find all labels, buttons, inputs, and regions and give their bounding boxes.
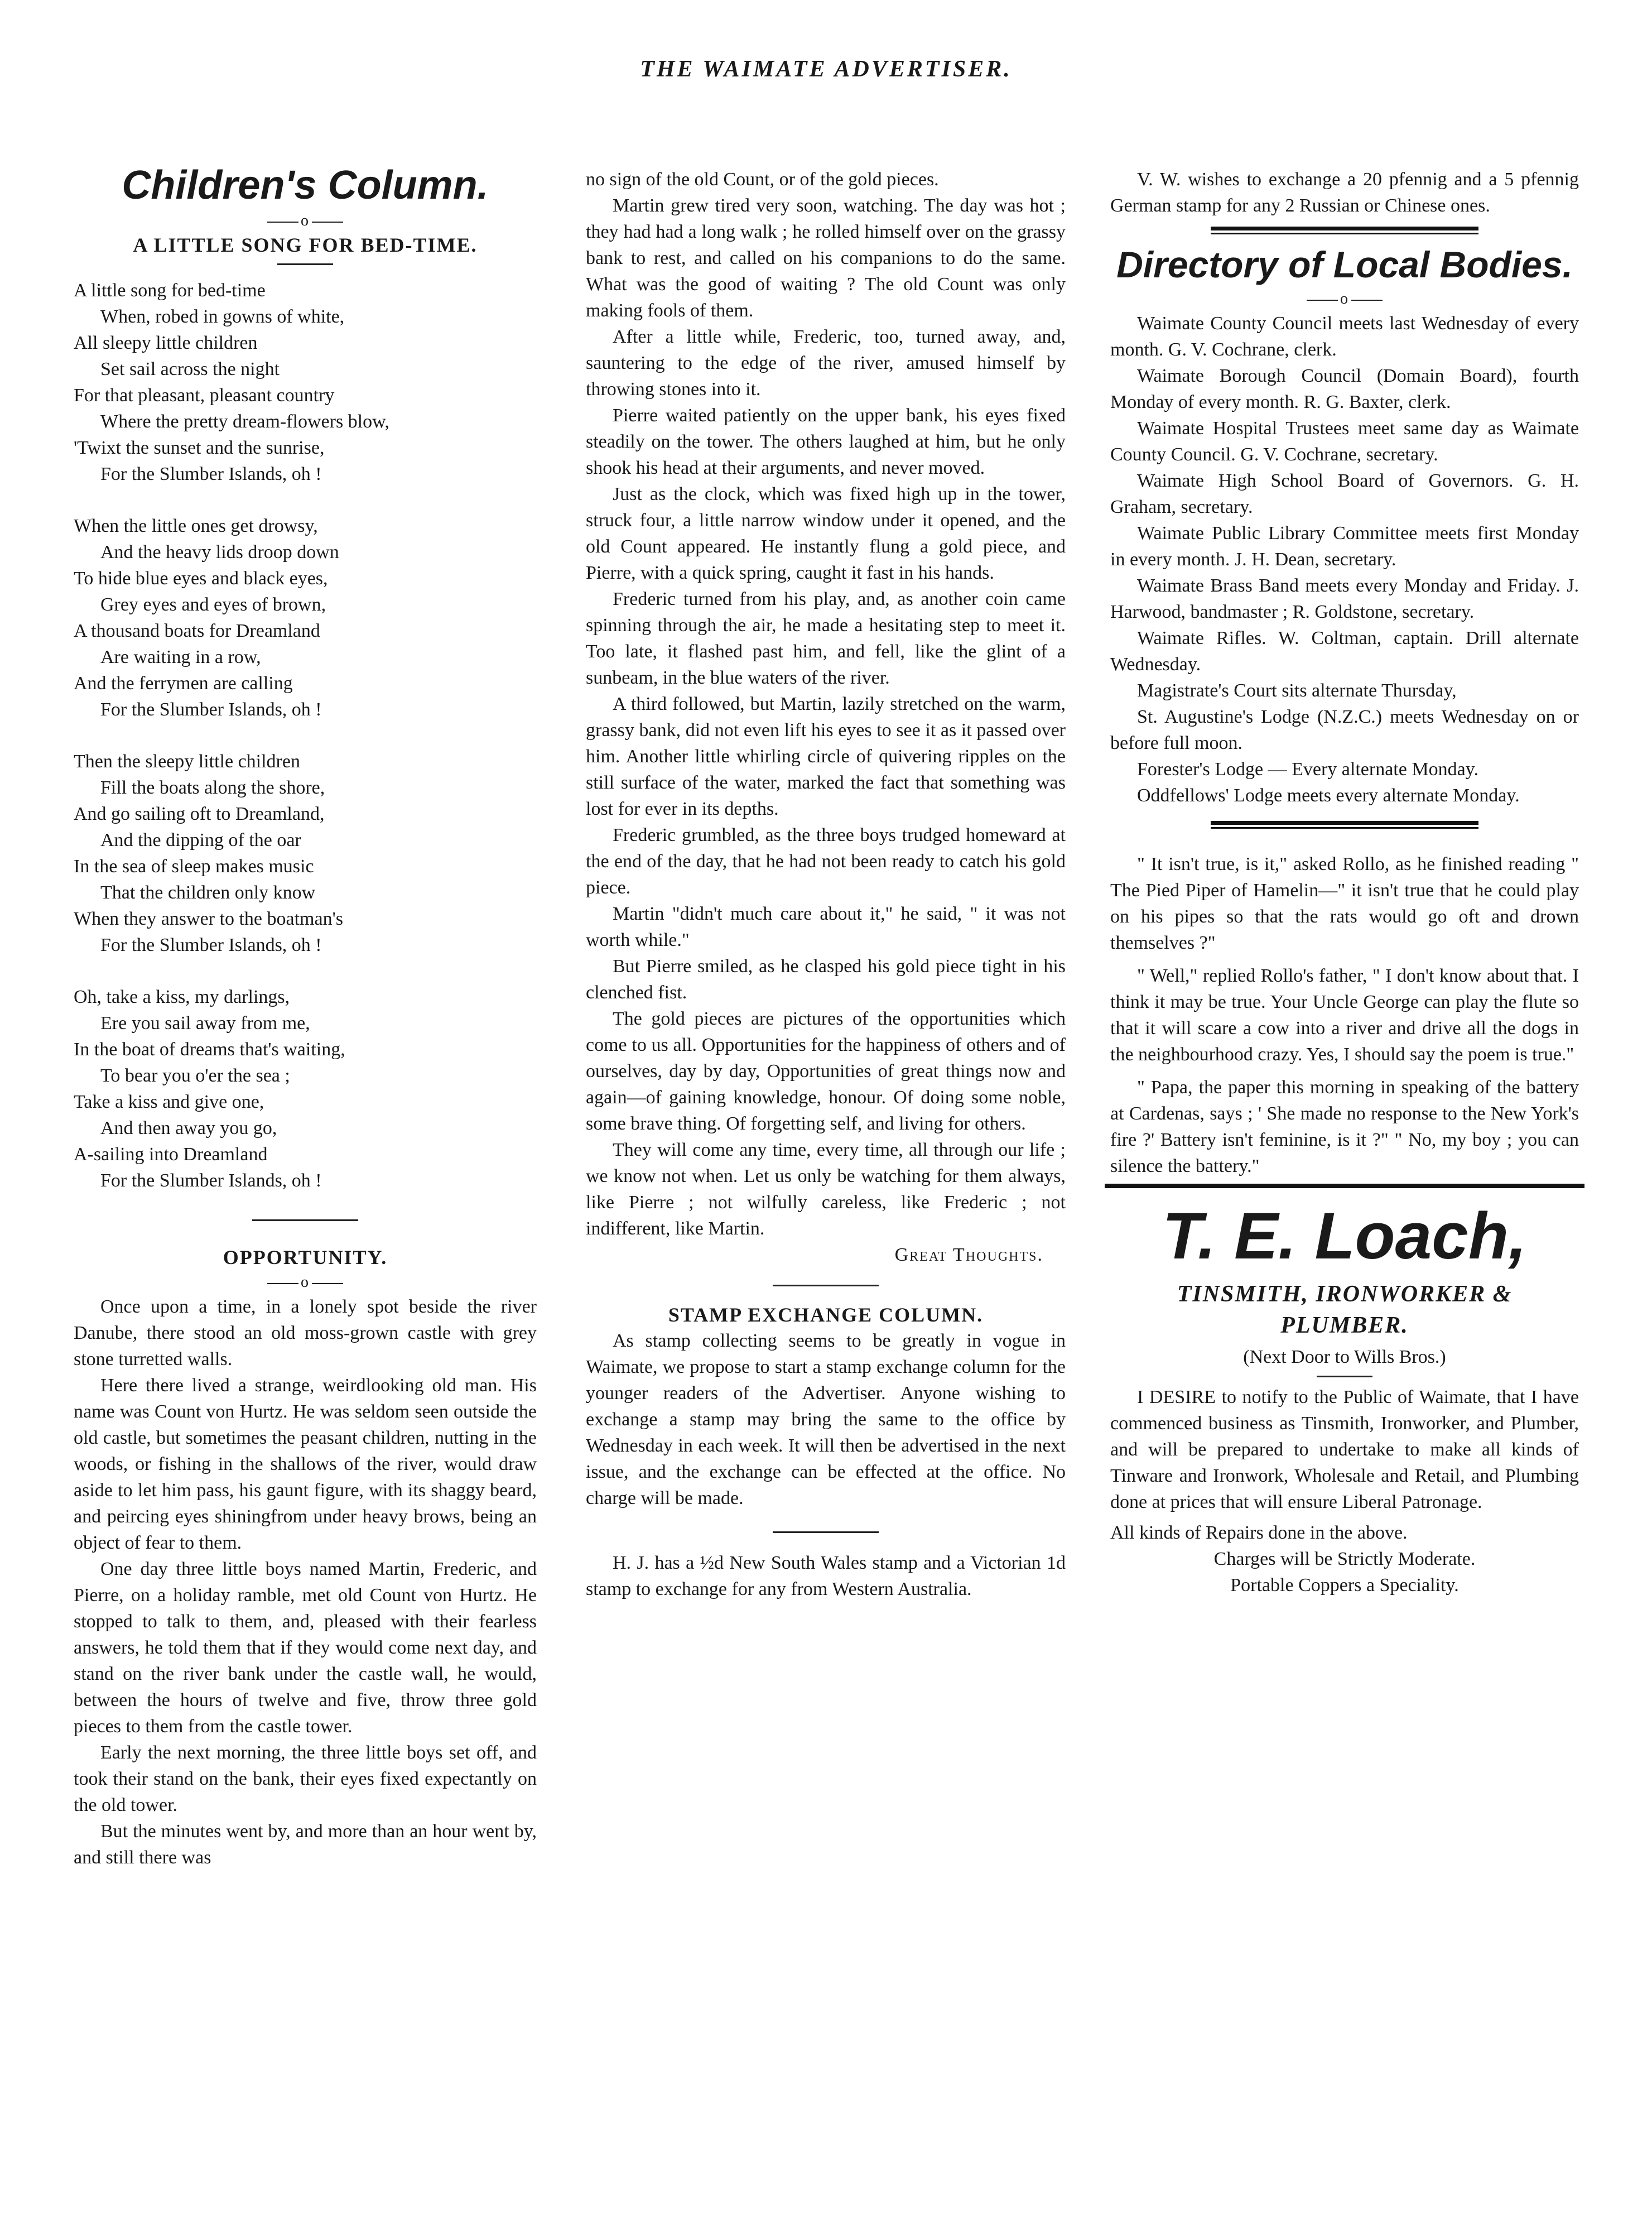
paragraph: " It isn't true, is it," asked Rollo, as he finished reading " The Pied Piper of Hamelin—" it isn't true that he could play on his pipes so that the rats would go oft and drown themselves ?"	[1110, 854, 1579, 953]
poem-line: A-sailing into Dreamland	[74, 1144, 268, 1165]
poem-line: Grey eyes and eyes of brown,	[100, 594, 326, 615]
ornament-rule: o	[74, 212, 537, 230]
paragraph: Just as the clock, which was fixed high up in the tower, struck four, a little narrow window under it opened, and the old Count appeared. He instantly flung a gold piece, and Pierre, with a quick spring, caught it fast in his hands.	[586, 484, 1066, 583]
divider	[773, 1285, 879, 1286]
paragraph: The gold pieces are pictures of the opportunities which come to us all. Opportunities for the happiness of others and of ourselves, day by day, Opportunities of great things now and again—of gaining knowledge, honour. Of doing some noble, some brave thing. Of forgetting self, and living for others.	[586, 1008, 1066, 1134]
paragraph: " Papa, the paper this morning in speaking of the battery at Cardenas, says ; ' She made no response to the New York's fire ?' Battery isn't feminine, is it ?" " No, my boy ; you can silence the battery."	[1110, 1077, 1579, 1176]
divider	[277, 263, 333, 265]
directory-entry: Waimate Hospital Trustees meet same day as Waimate County Council. G. V. Cochrane, secretary.	[1110, 418, 1579, 465]
directory-entry: Magistrate's Court sits alternate Thursday,	[1137, 680, 1457, 701]
advertiser-name: T. E. Loach,	[1162, 1199, 1527, 1273]
ornament-rule: o	[1110, 290, 1579, 308]
poem-line: A thousand boats for Dreamland	[74, 621, 320, 641]
directory-entry: Waimate County Council meets last Wednesday of every month. G. V. Cochrane, clerk.	[1110, 313, 1579, 360]
poem-line: And the dipping of the oar	[100, 830, 301, 851]
directory-entry: Waimate Brass Band meets every Monday and Friday. J. Harwood, bandmaster ; R. Goldstone, secretary.	[1110, 575, 1579, 622]
stamp-exchange-intro	[586, 1328, 1066, 1511]
stamp-notice: H. J. has a ½d New South Wales stamp and a Victorian 1d stamp to exchange for any from Western Australia.	[586, 1553, 1066, 1599]
opportunity-story-continued	[586, 166, 1066, 1242]
song-title: A LITTLE SONG FOR BED-TIME.	[133, 234, 478, 256]
thick-divider	[1105, 1184, 1584, 1188]
poem-line: 'Twixt the sunset and the sunrise,	[74, 438, 325, 458]
anecdote	[1110, 851, 1579, 1179]
paragraph: Martin grew tired very soon, watching. The day was hot ; they had had a long walk ; he rolled himself over on the grassy bank to rest, and called on his companions to do the same. What was the good of waiting ? The old Count was only making fools of them.	[586, 195, 1066, 321]
stamp-notice: V. W. wishes to exchange a 20 pfennig and a 5 pfennig German stamp for any 2 Russian or Chinese ones.	[1110, 169, 1579, 216]
paragraph: They will come any time, every time, all through our life ; we know not when. Let us only be watching for them always, like Pierre ; not wilfully careless, like Frederic ; not indifferent, like Martin.	[586, 1140, 1066, 1239]
ad-body: I DESIRE to notify to the Public of Waimate, that I have commenced business as Tinsmith, Ironworker, and Plumber, and will be prepared to undertake to make all kinds of Tinware and Ironwork, Wholesale and Retail, and Plumbing done at prices that will ensure Liberal Patronage.	[1110, 1387, 1579, 1512]
poem-line: Set sail across the night	[100, 359, 280, 379]
paragraph: But the minutes went by, and more than an hour went by, and still there was	[74, 1821, 537, 1868]
paragraph: " Well," replied Rollo's father, " I don't know about that. I think it may be true. Your Uncle George can play the flute so that it will scare a cow into a river and drive all the dogs in the neighbourhood crazy. Yes, I should say the poem is true."	[1110, 965, 1579, 1065]
poem-stanza	[74, 984, 537, 1194]
directory-entry: Waimate Rifles. W. Coltman, captain. Drill alternate Wednesday.	[1110, 628, 1579, 675]
poem-line: Fill the boats along the shore,	[100, 777, 325, 798]
poem-line: Where the pretty dream-flowers blow,	[100, 411, 389, 432]
poem-line: That the children only know	[100, 882, 316, 903]
poem-line: For that pleasant, pleasant country	[74, 385, 335, 406]
poem-line: Ere you sail away from me,	[100, 1013, 310, 1034]
ad-repairs: All kinds of Repairs done in the above.	[1110, 1522, 1408, 1543]
double-divider	[1211, 821, 1478, 829]
paragraph: But Pierre smiled, as he clasped his gold piece tight in his clenched fist.	[586, 956, 1066, 1003]
opportunity-story	[74, 1294, 537, 1871]
poem-line: To bear you o'er the sea ;	[100, 1065, 290, 1086]
ad-coppers: Portable Coppers a Speciality.	[1230, 1575, 1459, 1596]
poem-line: Are waiting in a row,	[100, 647, 261, 667]
childrens-column-title: Children's Column.	[122, 163, 489, 208]
ad-charges: Charges will be Strictly Moderate.	[1213, 1549, 1476, 1569]
directory-entry: Waimate Borough Council (Domain Board), fourth Monday of every month. R. G. Baxter, clerk.	[1110, 366, 1579, 412]
paragraph: Pierre waited patiently on the upper bank, his eyes fixed steadily on the tower. The others laughed at him, but he only shook his head at their arguments, and never moved.	[586, 405, 1066, 478]
directory-list	[1110, 310, 1579, 809]
directory-entry: Oddfellows' Lodge meets every alternate Monday.	[1137, 785, 1520, 806]
divider	[252, 1219, 358, 1221]
poem	[74, 277, 537, 1194]
column-2	[586, 166, 1066, 1602]
poem-line: For the Slumber Islands, oh !	[100, 935, 322, 955]
paragraph: Early the next morning, the three little boys set off, and took their stand on the bank, their eyes fixed expectantly on the old tower.	[74, 1742, 537, 1815]
paragraph: Frederic turned from his play, and, as another coin came spinning through the air, he made a hesitating step to meet it. Too late, it flashed past him, and fell, like the glint of a sunbeam, in the blue waters of the river.	[586, 589, 1066, 688]
poem-line: In the boat of dreams that's waiting,	[74, 1039, 345, 1060]
paragraph: Once upon a time, in a lonely spot beside the river Danube, there stood an old moss-grown castle with grey stone turretted walls.	[74, 1296, 537, 1370]
paragraph: Here there lived a strange, weirdlooking old man. His name was Count von Hurtz. He was seldom seen outside the old castle, but sometimes the peasant children, nutting in the woods, or fishing in the shallows of the river, would draw aside to let him pass, his gaunt figure, with its shaggy beard, and peircing eyes shiningfrom under heavy brows, being an object of fear to them.	[74, 1375, 537, 1553]
poem-stanza	[74, 513, 537, 723]
poem-line: Oh, take a kiss, my darlings,	[74, 987, 290, 1007]
poem-line: To hide blue eyes and black eyes,	[74, 568, 328, 589]
advertiser-location: (Next Door to Wills Bros.)	[1243, 1347, 1446, 1367]
poem-line: And then away you go,	[100, 1118, 277, 1138]
signature: Great Thoughts.	[894, 1245, 1043, 1265]
directory-entry: St. Augustine's Lodge (N.Z.C.) meets Wednesday on or before full moon.	[1110, 707, 1579, 753]
masthead: THE WAIMATE ADVERTISER.	[640, 56, 1012, 82]
advertiser-trade: TINSMITH, IRONWORKER & PLUMBER.	[1177, 1281, 1513, 1338]
paragraph: As stamp collecting seems to be greatly in vogue in Waimate, we propose to start a stamp exchange column for the younger readers of the Advertiser. Anyone wishing to exchange a stamp may bring the same to the office by Wednesday in each week. It will then be advertised in the next issue, and the exchange can be effected at the office. No charge will be made.	[586, 1330, 1066, 1508]
poem-line: And go sailing oft to Dreamland,	[74, 804, 325, 824]
poem-stanza	[74, 748, 537, 958]
directory-entry: Forester's Lodge — Every alternate Monday.	[1137, 759, 1478, 780]
stamp-exchange-title: STAMP EXCHANGE COLUMN.	[668, 1304, 984, 1326]
directory-entry: Waimate Public Library Committee meets first Monday in every month. J. H. Dean, secretary.	[1110, 523, 1579, 570]
poem-line: For the Slumber Islands, oh !	[100, 699, 322, 720]
poem-line: And the ferrymen are calling	[74, 673, 293, 694]
poem-line: A little song for bed-time	[74, 280, 266, 301]
poem-line: When, robed in gowns of white,	[100, 306, 345, 327]
poem-line: And the heavy lids droop down	[100, 542, 339, 563]
paragraph: no sign of the old Count, or of the gold pieces.	[586, 169, 939, 190]
opportunity-title: OPPORTUNITY.	[223, 1246, 388, 1269]
poem-line: When they answer to the boatman's	[74, 909, 343, 929]
divider	[773, 1531, 879, 1533]
poem-line: All sleepy little children	[74, 333, 258, 353]
poem-line: Then the sleepy little children	[74, 751, 300, 772]
poem-line: For the Slumber Islands, oh !	[100, 464, 322, 484]
column-1	[74, 162, 537, 1871]
directory-entry: Waimate High School Board of Governors. G. H. Graham, secretary.	[1110, 470, 1579, 517]
paragraph: After a little while, Frederic, too, turned away, and, sauntering to the edge of the river, amused himself by throwing stones into it.	[586, 326, 1066, 400]
paragraph: Martin "didn't much care about it," he said, " it was not worth while."	[586, 904, 1066, 950]
paragraph: Frederic grumbled, as the three boys trudged homeward at the end of the day, that he had not been ready to catch his gold piece.	[586, 825, 1066, 898]
directory-title: Directory of Local Bodies.	[1116, 244, 1573, 285]
ornament-rule: o	[74, 1274, 537, 1291]
poem-line: In the sea of sleep makes music	[74, 856, 314, 877]
divider	[1317, 1376, 1372, 1377]
poem-line: When the little ones get drowsy,	[74, 516, 318, 536]
poem-line: Take a kiss and give one,	[74, 1092, 264, 1112]
double-divider	[1211, 227, 1478, 234]
column-3	[1110, 166, 1579, 1598]
paragraph: One day three little boys named Martin, Frederic, and Pierre, on a holiday ramble, met old Count von Hurtz. He stopped to talk to them, and, pleased with their fearless answers, he told them that if they would come next day, and stand on the river bank under the castle wall, he would, between the hours of twelve and five, throw three gold pieces to them from the castle tower.	[74, 1559, 537, 1737]
poem-stanza	[74, 277, 537, 487]
poem-line: For the Slumber Islands, oh !	[100, 1170, 322, 1191]
paragraph: A third followed, but Martin, lazily stretched on the warm, grassy bank, did not even lift his eyes to see it as it passed over him. Another little whirling circle of quivering ripples on the still surface of the water, marked the fact that something was lost for ever in its depths.	[586, 694, 1066, 819]
